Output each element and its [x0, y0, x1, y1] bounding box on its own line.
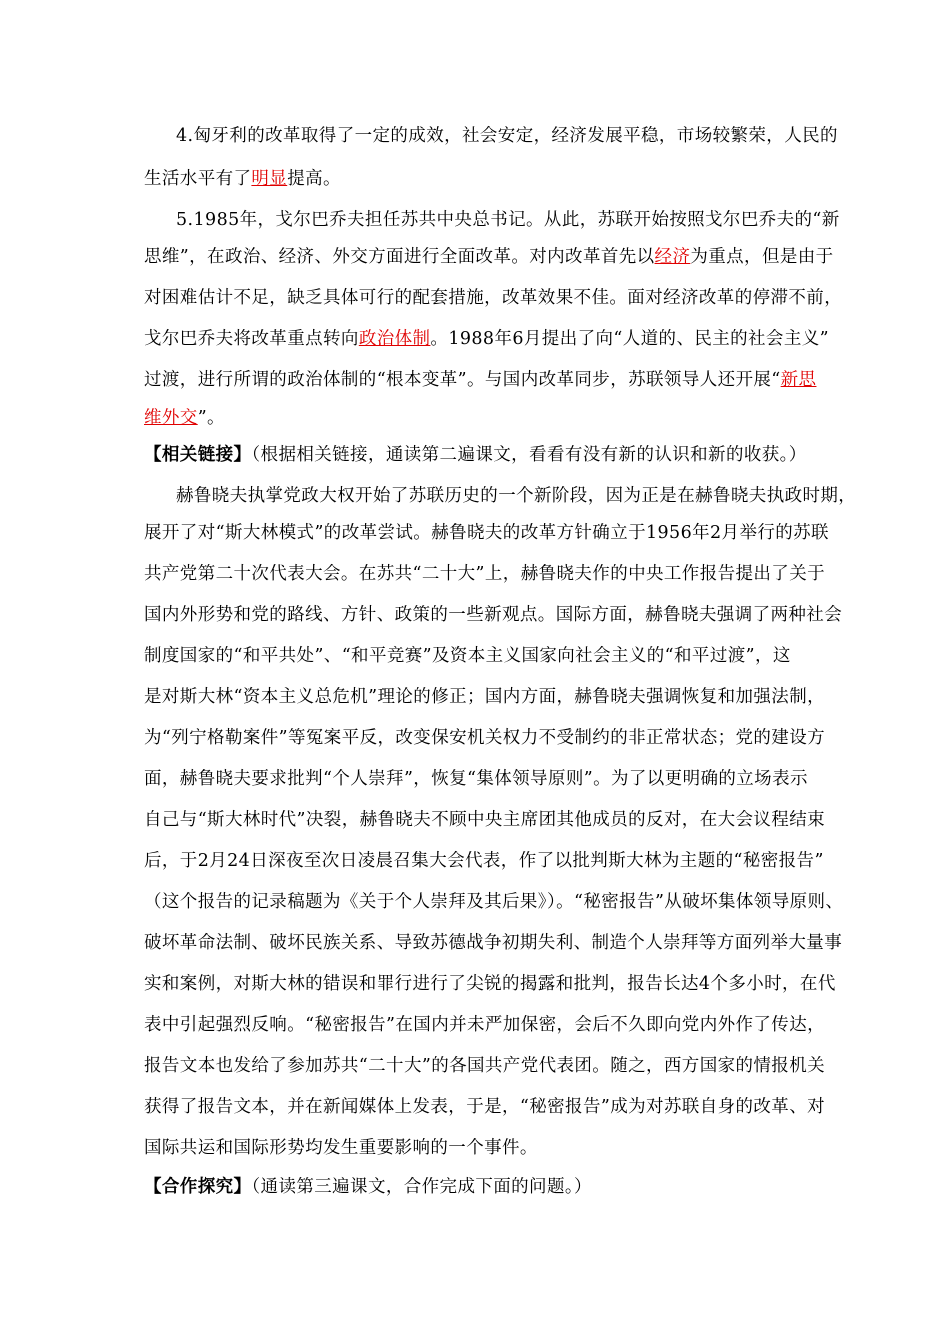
item5-line3: [144, 285, 842, 311]
answer-blank: 经济: [654, 247, 691, 267]
text: 戈尔巴乔夫将改革重点转向: [144, 329, 359, 349]
related-heading-line: [144, 442, 807, 468]
paragraph-line: 国内外形势和党的路线、方针、政策的一些新观点。国际方面，赫鲁晓夫强调了两种社会: [144, 605, 843, 625]
paragraph-line: 面，赫鲁晓夫要求批判“个人崇拜”，恢复“集体领导原则”。为了以更明确的立场表示: [144, 769, 808, 789]
paragraph-line: 后，于2月24日深夜至次日凌晨召集大会代表，作了以批判斯大林为主题的“秘密报告”: [144, 851, 824, 871]
answer-blank: 新思: [780, 370, 817, 390]
paragraph-line: 国际共运和国际形势均发生重要影响的一个事件。: [144, 1138, 538, 1158]
answer-blank: 明显: [251, 169, 288, 189]
section-heading: 【相关链接】: [144, 445, 252, 465]
paragraph-line: 是对斯大林“资本主义总危机”理论的修正；国内方面，赫鲁晓夫强调恢复和加强法制，: [144, 687, 825, 707]
item5-line2: [144, 244, 834, 270]
item4-line1: [176, 123, 838, 149]
section-heading: 【合作探究】: [144, 1177, 252, 1197]
item5-line5: [144, 367, 816, 393]
item5-line1: [176, 207, 840, 233]
paragraph-line: 展开了对“斯大林模式”的改革尝试。赫鲁晓夫的改革方针确立于1956年2月举行的苏联: [144, 523, 829, 543]
paragraph-line: （这个报告的记录稿题为《关于个人崇拜及其后果》）。“秘密报告”从破坏集体领导原则、: [144, 892, 844, 912]
item5-line6: [144, 405, 225, 431]
paragraph-line: 破坏革命法制、破坏民族关系、导致苏德战争初期失利、制造个人崇拜等方面列举大量事: [144, 933, 843, 953]
paragraph-line: 获得了报告文本，并在新闻媒体上发表，于是，“秘密报告”成为对苏联自身的改革、对: [144, 1097, 825, 1117]
text: 。1988年6月提出了向“人道的、民主的社会主义”: [430, 329, 829, 349]
item5-line4: [144, 326, 829, 352]
paragraph-line: 报告文本也发给了参加苏共“二十大”的各国共产党代表团。随之，西方国家的情报机关: [144, 1056, 825, 1076]
answer-blank: 维外交: [144, 408, 198, 428]
paragraph-line: 表中引起强烈反响。“秘密报告”在国内并未严加保密，会后不久即向党内外作了传达，: [144, 1015, 825, 1035]
paragraph-line: 共产党第二十次代表大会。在苏共“二十大”上，赫鲁晓夫作的中央工作报告提出了关于: [144, 564, 825, 584]
text: 5.1985年，戈尔巴乔夫担任苏共中央总书记。从此，苏联开始按照戈尔巴乔夫的“新: [176, 210, 840, 230]
text: 过渡，进行所谓的政治体制的“根本变革”。与国内改革同步，苏联领导人还开展“: [144, 370, 781, 390]
section-note: （根据相关链接，通读第二遍课文，看看有没有新的认识和新的收获。）: [251, 445, 807, 465]
text: ”。: [197, 408, 225, 428]
paragraph-line: 实和案例，对斯大林的错误和罪行进行了尖锐的揭露和批判，报告长达4个多小时，在代: [144, 974, 836, 994]
explore-heading-line: [144, 1174, 592, 1200]
paragraph-line: 自己与“斯大林时代”决裂，赫鲁晓夫不顾中央主席团其他成员的反对，在大会议程结束: [144, 810, 825, 830]
item4-line2: [144, 166, 341, 192]
text: 提高。: [287, 169, 341, 189]
text: 生活水平有了: [144, 169, 252, 189]
text: 思维”，在政治、经济、外交方面进行全面改革。对内改革首先以: [144, 247, 655, 267]
section-note: （通读第三遍课文，合作完成下面的问题。）: [251, 1177, 592, 1197]
text: 为重点，但是由于: [690, 247, 834, 267]
text: 4.匈牙利的改革取得了一定的成效，社会安定，经济发展平稳，市场较繁荣，人民的: [176, 126, 838, 146]
paragraph-line: 赫鲁晓夫执掌党政大权开始了苏联历史的一个新阶段，因为正是在赫鲁晓夫执政时期，: [176, 486, 857, 506]
paragraph-line: 为“列宁格勒案件”等冤案平反，改变保安机关权力不受制约的非正常状态；党的建设方: [144, 728, 825, 748]
paragraph-line: 制度国家的“和平共处”、“和平竞赛”及资本主义国家向社会主义的“和平过渡”，这: [144, 646, 791, 666]
answer-blank: 政治体制: [358, 329, 431, 349]
text: 对困难估计不足，缺乏具体可行的配套措施，改革效果不佳。面对经济改革的停滞不前，: [144, 288, 843, 308]
